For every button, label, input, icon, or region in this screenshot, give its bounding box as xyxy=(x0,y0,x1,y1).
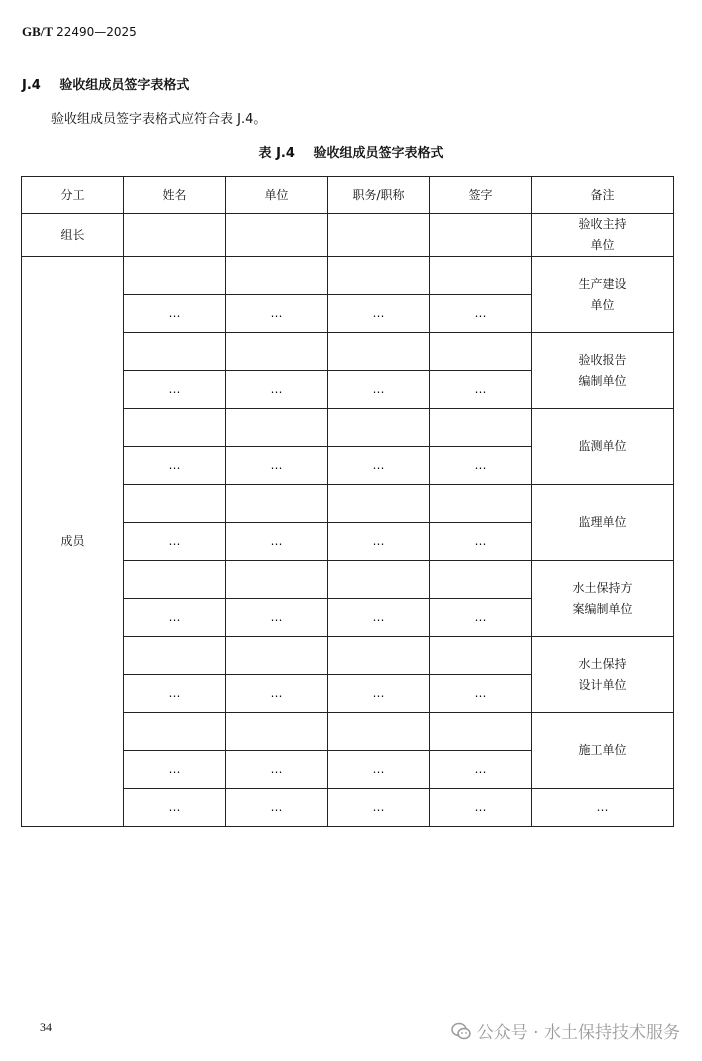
column-header: 签字 xyxy=(430,177,532,214)
ellipsis-cell: … xyxy=(226,447,328,485)
table-caption xyxy=(0,142,702,161)
blank-cell xyxy=(328,713,430,751)
remark-cell: … xyxy=(532,789,674,827)
column-header: 姓名 xyxy=(124,177,226,214)
ellipsis-cell: … xyxy=(226,295,328,333)
blank-cell xyxy=(328,561,430,599)
ellipsis-cell: … xyxy=(124,447,226,485)
ellipsis-cell: … xyxy=(226,751,328,789)
role-cell: 组长 xyxy=(22,214,124,257)
blank-cell xyxy=(226,485,328,523)
ellipsis-cell: … xyxy=(328,371,430,409)
blank-cell xyxy=(226,713,328,751)
remark-cell: 水土保持方 案编制单位 xyxy=(532,561,674,637)
ellipsis-cell: … xyxy=(430,789,532,827)
blank-cell xyxy=(430,214,532,257)
remark-cell: 验收报告 编制单位 xyxy=(532,333,674,409)
blank-cell xyxy=(226,561,328,599)
ellipsis-cell: … xyxy=(328,789,430,827)
signature-table xyxy=(21,176,674,827)
column-header: 分工 xyxy=(22,177,124,214)
ellipsis-cell: … xyxy=(328,447,430,485)
ellipsis-cell: … xyxy=(226,599,328,637)
blank-cell xyxy=(124,214,226,257)
blank-cell xyxy=(430,333,532,371)
ellipsis-cell: … xyxy=(124,789,226,827)
ellipsis-cell: … xyxy=(124,751,226,789)
blank-cell xyxy=(328,214,430,257)
column-header: 单位 xyxy=(226,177,328,214)
ellipsis-cell: … xyxy=(430,599,532,637)
ellipsis-cell: … xyxy=(124,675,226,713)
blank-cell xyxy=(124,637,226,675)
standard-code xyxy=(22,24,137,40)
ellipsis-cell: … xyxy=(226,675,328,713)
remark-cell: 水土保持 设计单位 xyxy=(532,637,674,713)
column-header: 备注 xyxy=(532,177,674,214)
blank-cell xyxy=(124,485,226,523)
remark-cell: 验收主持 单位 xyxy=(532,214,674,257)
ellipsis-cell: … xyxy=(328,751,430,789)
table-row xyxy=(22,214,674,257)
blank-cell xyxy=(226,333,328,371)
ellipsis-cell: … xyxy=(328,599,430,637)
table-row xyxy=(22,177,674,214)
remark-cell: 生产建设 单位 xyxy=(532,257,674,333)
remark-cell: 监理单位 xyxy=(532,485,674,561)
blank-cell xyxy=(430,561,532,599)
blank-cell xyxy=(226,257,328,295)
column-header: 职务/职称 xyxy=(328,177,430,214)
blank-cell xyxy=(226,214,328,257)
blank-cell xyxy=(328,409,430,447)
blank-cell xyxy=(226,409,328,447)
blank-cell xyxy=(124,409,226,447)
ellipsis-cell: … xyxy=(430,751,532,789)
section-number: J.4 xyxy=(22,78,41,93)
watermark-text: 公众号 · 水土保持技术服务 xyxy=(476,1023,680,1043)
ellipsis-cell: … xyxy=(226,789,328,827)
blank-cell xyxy=(124,257,226,295)
table-caption-number: 表 J.4 xyxy=(258,146,295,161)
ellipsis-cell: … xyxy=(430,447,532,485)
blank-cell xyxy=(430,637,532,675)
blank-cell xyxy=(124,713,226,751)
blank-cell xyxy=(430,409,532,447)
role-cell: 成员 xyxy=(22,257,124,827)
blank-cell xyxy=(430,485,532,523)
ellipsis-cell: … xyxy=(226,523,328,561)
blank-cell xyxy=(430,713,532,751)
blank-cell xyxy=(328,485,430,523)
ellipsis-cell: … xyxy=(328,675,430,713)
ellipsis-cell: … xyxy=(124,371,226,409)
ellipsis-cell: … xyxy=(430,523,532,561)
wechat-icon xyxy=(451,1022,471,1040)
blank-cell xyxy=(226,637,328,675)
table-caption-title: 验收组成员签字表格式 xyxy=(313,146,444,161)
standard-number: 22490—2025 xyxy=(56,25,137,39)
ellipsis-cell: … xyxy=(124,599,226,637)
table-row xyxy=(22,257,674,295)
blank-cell xyxy=(328,637,430,675)
remark-cell: 监测单位 xyxy=(532,409,674,485)
ellipsis-cell: … xyxy=(226,371,328,409)
blank-cell xyxy=(124,561,226,599)
ellipsis-cell: … xyxy=(430,675,532,713)
standard-prefix: GB/T xyxy=(22,24,53,39)
ellipsis-cell: … xyxy=(328,295,430,333)
blank-cell xyxy=(328,333,430,371)
watermark xyxy=(451,1018,680,1043)
ellipsis-cell: … xyxy=(124,523,226,561)
body-paragraph: 验收组成员签字表格式应符合表 J.4。 xyxy=(51,112,267,127)
section-title: 验收组成员签字表格式 xyxy=(59,78,190,93)
ellipsis-cell: … xyxy=(430,371,532,409)
blank-cell xyxy=(328,257,430,295)
page-number: 34 xyxy=(40,1020,52,1034)
ellipsis-cell: … xyxy=(124,295,226,333)
blank-cell xyxy=(430,257,532,295)
blank-cell xyxy=(124,333,226,371)
remark-cell: 施工单位 xyxy=(532,713,674,789)
ellipsis-cell: … xyxy=(430,295,532,333)
section-heading xyxy=(22,74,189,93)
ellipsis-cell: … xyxy=(328,523,430,561)
